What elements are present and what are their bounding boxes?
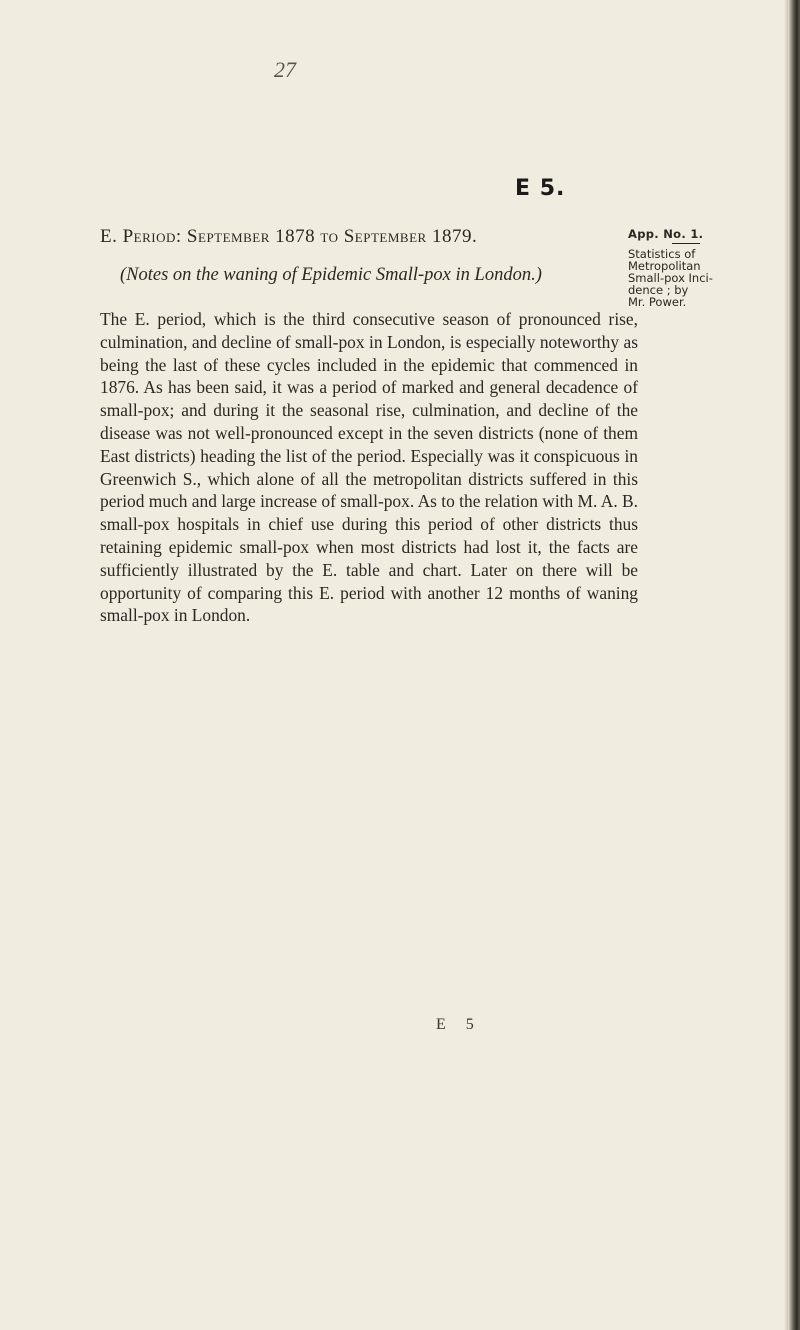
period-heading [100,226,477,248]
margin-note-line: Statistics of [628,247,696,261]
heading-date-range: : September 1878 to September 1879. [175,226,478,247]
margin-rule [672,243,700,244]
page-edge-shadow [788,0,800,1330]
section-label: E 5. [515,176,566,201]
page-edge-shadow-inner [784,0,788,1330]
footer-signature: E 5 [436,1016,482,1033]
margin-note-line: Small-pox Inci- [628,271,713,285]
body-paragraph: The E. period, which is the third consecutive season of pronounced rise, culmination, and decline of small-pox in London, is especially noteworthy as being the last of these cycles included in the epidemic that commenced in 1876. As has been said, it was a period of marked and general decadence of small-pox; and during it the seasonal rise, culmination, and decline of the disease was not well-pronounced except in the seven districts (none of them East districts) heading the list of the period. Especially was it conspicuous in Greenwich S., which alone of all the metropolitan districts suffered in this period much and large increase of small-pox. As to the relation with M. A. B. small-pox hospitals in chief use during this period of other districts thus retaining epidemic small-pox when most districts had lost it, the facts are sufficiently illustrated by the E. table and chart. Later on there will be opportunity of comparing this E. period with another 12 months of waning small-pox in London. [100,309,638,626]
margin-note [628,228,798,308]
heading-period-word: Period [122,226,176,247]
margin-note-line: Metropolitan [628,259,701,273]
margin-note-line: Mr. Power. [628,295,687,309]
page-number: 27 [274,57,296,82]
appendix-reference: App. No. 1. [628,227,704,241]
margin-note-line: dence ; by [628,283,689,297]
subtitle: (Notes on the waning of Epidemic Small-pox in London.) [120,265,542,285]
heading-period-letter: E. [100,226,118,247]
